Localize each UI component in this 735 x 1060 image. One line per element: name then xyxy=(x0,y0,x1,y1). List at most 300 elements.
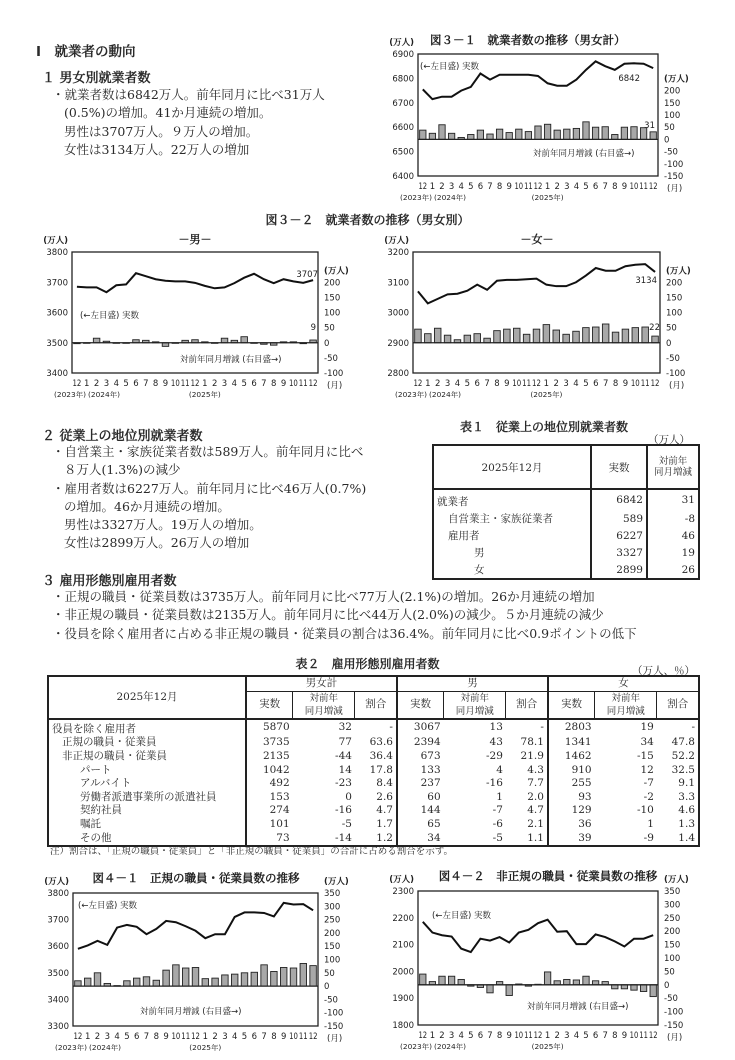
y-right-tick-label: 150 xyxy=(664,940,681,951)
x-tick-label: 4 xyxy=(231,1032,238,1042)
bar xyxy=(602,324,609,343)
year-label: (2024年) xyxy=(89,1044,120,1052)
bar xyxy=(93,338,99,343)
row-label: アルバイト xyxy=(48,777,246,791)
cell: -14 xyxy=(335,831,352,844)
row-label: 契約社員 xyxy=(48,804,246,818)
chart-title: 図４－２ 非正規の職員・従業員数の推移 xyxy=(438,869,658,883)
x-tick-label: 3 xyxy=(564,182,570,192)
header-period: 2025年12月 xyxy=(433,445,591,489)
x-tick-label: 4 xyxy=(573,182,580,192)
bar xyxy=(310,966,316,986)
cell: 1 xyxy=(496,790,503,803)
y-right-tick-label: 150 xyxy=(664,98,681,109)
x-tick-label: 5 xyxy=(241,379,247,389)
bar xyxy=(484,338,491,343)
x-tick-label: 7 xyxy=(261,379,267,389)
bar xyxy=(650,985,656,997)
cell: -16 xyxy=(335,804,352,817)
y-right-tick-label: 100 xyxy=(666,308,683,319)
right-unit-label: (万人) xyxy=(664,74,689,85)
bar xyxy=(261,965,267,986)
row-label: 労働者派遣事業所の派遣社員 xyxy=(48,791,246,805)
bar xyxy=(494,331,501,343)
bar xyxy=(554,130,560,139)
bar xyxy=(439,976,445,985)
text-line: ・役員を除く雇用者に占める非正規の職員・従業員の割合は36.4%。前年同月に比べ0.9ポイントの低下 xyxy=(52,625,637,641)
left-unit-label: (万人) xyxy=(44,877,69,887)
bar xyxy=(523,334,530,342)
x-tick-label: 6 xyxy=(251,379,257,389)
x-tick-label: 1 xyxy=(543,379,550,389)
year-label: (2025年) xyxy=(531,194,562,202)
y-right-tick-label: -50 xyxy=(664,994,678,1005)
x-tick-label: 10 xyxy=(629,182,639,192)
y-right-tick-label: 150 xyxy=(666,293,683,304)
x-tick-label: 9 xyxy=(621,1031,628,1041)
y-left-tick-label: 3800 xyxy=(46,248,68,258)
table-row: 雇用者 6227 46 xyxy=(433,527,699,544)
x-tick-label: 12 xyxy=(648,182,658,192)
bar xyxy=(75,981,81,986)
bar xyxy=(448,976,454,985)
bar xyxy=(434,328,441,343)
bar xyxy=(202,979,208,986)
y-left-tick-label: 2300 xyxy=(392,887,414,897)
bar xyxy=(271,971,277,986)
bar xyxy=(221,338,227,343)
y-left-tick-label: 6900 xyxy=(392,50,414,60)
table-row: 自営業主・家族従業者 589 -8 xyxy=(433,510,699,527)
x-tick-label: 3 xyxy=(221,379,228,389)
y-right-tick-label: 200 xyxy=(664,86,681,97)
x-tick-label: 11 xyxy=(639,182,648,192)
header-share: 割合 xyxy=(355,691,397,719)
y-right-tick-label: 100 xyxy=(324,955,341,966)
left-unit-label: (万人) xyxy=(389,38,414,48)
y-left-tick-label: 3000 xyxy=(387,308,409,319)
x-tick-label: 11 xyxy=(298,379,308,389)
right-unit-label: (万人) xyxy=(664,875,689,885)
x-tick-label: 4 xyxy=(573,1031,580,1041)
x-tick-label: 2 xyxy=(439,182,445,192)
cell: 78.1 xyxy=(506,736,548,750)
cell: 673 xyxy=(420,750,441,763)
bar xyxy=(544,124,550,139)
x-tick-label: 1 xyxy=(544,182,551,192)
y-right-tick-label: 250 xyxy=(664,913,681,924)
x-tick-label: 4 xyxy=(573,379,579,389)
cell: 1.4 xyxy=(678,831,695,844)
bar xyxy=(231,974,237,986)
bar xyxy=(133,978,139,986)
y-left-tick-label: 3500 xyxy=(46,338,68,349)
bar xyxy=(583,122,589,140)
cell: - xyxy=(355,719,397,737)
x-tick-label: 4 xyxy=(231,379,238,389)
header-actual: 実数 xyxy=(591,445,647,489)
x-tick-label: 10 xyxy=(512,379,522,389)
cell: 129 xyxy=(571,804,592,817)
cell: 73 xyxy=(276,831,290,844)
y-right-tick-label: 0 xyxy=(664,135,670,146)
year-label: (2023年) xyxy=(400,1043,431,1051)
year-label: (2023年) xyxy=(400,194,431,202)
x-tick-label: 12 xyxy=(72,379,82,389)
cell: 12 xyxy=(640,763,654,776)
bar xyxy=(533,329,540,343)
bar xyxy=(583,328,590,343)
y-left-tick-label: 3400 xyxy=(47,995,69,1006)
bar xyxy=(543,325,550,343)
y-left-tick-label: 6500 xyxy=(392,147,414,158)
cell: 237 xyxy=(420,777,441,790)
y-left-tick-label: 6800 xyxy=(392,74,414,85)
y-right-tick-label: -150 xyxy=(664,1021,684,1031)
bar xyxy=(650,132,656,140)
cell: 4.3 xyxy=(506,763,548,777)
right-unit-label: (万人) xyxy=(324,266,349,277)
x-tick-label: 7 xyxy=(487,182,493,192)
bar xyxy=(642,327,649,343)
bar xyxy=(487,985,493,993)
x-tick-label: 1 xyxy=(202,379,208,389)
bar xyxy=(420,974,426,985)
y-right-tick-label: -100 xyxy=(664,1007,684,1018)
x-tick-label: 8 xyxy=(612,1031,618,1041)
x-tick-label: 5 xyxy=(583,1031,589,1041)
y-right-tick-label: 50 xyxy=(324,323,335,334)
y-right-tick-label: 0 xyxy=(324,982,330,993)
year-label: (2025年) xyxy=(531,1043,562,1051)
cell: 492 xyxy=(269,777,290,790)
x-tick-label: 10 xyxy=(289,1032,298,1042)
table-row: 男 3327 19 xyxy=(433,544,699,561)
cell: 1.2 xyxy=(355,831,397,846)
line-series xyxy=(77,273,313,292)
bar xyxy=(621,127,627,139)
x-tick-label: 7 xyxy=(602,1031,608,1041)
bar xyxy=(448,133,454,139)
text-line: ・自営業主・家族従業者数は589万人。前年同月に比べ xyxy=(52,444,364,459)
y-left-tick-label: 2100 xyxy=(392,940,414,951)
cell: 13 xyxy=(489,721,503,734)
y-right-tick-label: 200 xyxy=(324,278,341,289)
y-right-tick-label: 0 xyxy=(666,338,672,349)
line-annotation: (←左目盛) 実数 xyxy=(80,311,139,321)
x-tick-label: 3 xyxy=(444,379,451,389)
x-tick-label: 5 xyxy=(464,379,471,389)
x-tick-label: 12 xyxy=(648,1031,658,1041)
y-left-tick-label: 6400 xyxy=(392,172,414,182)
x-tick-label: 2 xyxy=(439,1031,445,1041)
x-tick-label: 12 xyxy=(533,182,543,192)
header-actual: 実数 xyxy=(246,691,293,719)
y-left-tick-label: 3600 xyxy=(47,942,69,953)
x-tick-label: 12 xyxy=(418,1031,428,1041)
y-right-tick-label: -100 xyxy=(666,369,686,379)
year-label: (2025年) xyxy=(189,1044,220,1052)
chart-5 xyxy=(389,869,689,1051)
bar xyxy=(593,327,600,343)
x-tick-label: 3 xyxy=(448,1031,455,1041)
x-tick-label: 1 xyxy=(429,182,436,192)
x-unit-label: (月) xyxy=(327,1034,343,1044)
line-series xyxy=(423,920,653,952)
bar xyxy=(300,963,306,986)
cell: 34 xyxy=(427,831,441,844)
cell: -5 xyxy=(341,818,352,831)
cell: 65 xyxy=(427,818,441,831)
bar xyxy=(564,979,570,984)
year-label: (2024年) xyxy=(429,391,460,399)
text-line: の増加。46か月連続の増加。 xyxy=(64,498,230,514)
line-annotation: (←左目盛) 実数 xyxy=(420,62,479,72)
x-tick-label: 7 xyxy=(487,1031,493,1041)
table-2-title: 表２ 雇用形態別雇用者数 xyxy=(295,657,440,671)
text-line: ・正規の職員・従業員数は3735万人。前年同月に比べ77万人(2.1%)の増加。26か月連続の増加 xyxy=(52,589,595,604)
header-share: 割合 xyxy=(667,698,689,711)
x-tick-label: 11 xyxy=(181,1032,191,1042)
x-tick-label: 5 xyxy=(241,1032,248,1042)
cell: 17.8 xyxy=(355,763,397,777)
y-left-tick-label: 3200 xyxy=(387,248,409,258)
bar xyxy=(592,127,598,139)
cell: -29 xyxy=(485,750,503,763)
cell: 101 xyxy=(269,818,290,831)
cell: -7 xyxy=(643,777,654,790)
y-left-tick-label: 3400 xyxy=(46,369,68,379)
x-tick-label: 2 xyxy=(554,1031,560,1041)
table-2-note: 注）割合は、「正規の職員・従業員」と「非正規の職員・従業員」の合計に占める割合を示す。 xyxy=(50,846,453,857)
cell: 7.7 xyxy=(506,777,548,791)
x-tick-label: 6 xyxy=(477,1031,484,1041)
row-label: 嘱託 xyxy=(48,818,246,832)
cell: 1042 xyxy=(262,763,290,776)
cell: -6 xyxy=(492,818,503,831)
x-tick-label: 12 xyxy=(418,182,428,192)
chart-2 xyxy=(43,232,349,399)
x-tick-label: 9 xyxy=(622,379,629,389)
x-tick-label: 6 xyxy=(592,1031,599,1041)
chart-4 xyxy=(44,871,349,1052)
cell: 4.7 xyxy=(506,804,548,818)
y-left-tick-label: 3300 xyxy=(47,1022,69,1032)
x-tick-label: 9 xyxy=(163,1032,169,1042)
row-label: パート xyxy=(48,763,246,777)
cell: 153 xyxy=(269,790,290,803)
y-left-tick-label: 6600 xyxy=(392,123,414,134)
bar-annotation: 対前年同月増減 (右目盛→) xyxy=(140,1007,242,1017)
line-end-label: 3707 xyxy=(296,270,318,280)
year-label: (2024年) xyxy=(88,391,119,399)
table-row: 就業者 6842 31 xyxy=(433,489,699,510)
x-tick-label: 3 xyxy=(104,1032,111,1042)
cell: -23 xyxy=(335,777,352,790)
line-annotation: (←左目盛) 実数 xyxy=(78,901,137,911)
x-tick-label: 7 xyxy=(143,379,149,389)
x-tick-label: 9 xyxy=(280,379,287,389)
header-group-male: 男 xyxy=(397,676,548,691)
x-tick-label: 9 xyxy=(162,379,169,389)
x-tick-label: 1 xyxy=(84,1032,91,1042)
x-tick-label: 8 xyxy=(496,1031,503,1041)
x-tick-label: 10 xyxy=(514,182,524,192)
x-tick-label: 12 xyxy=(413,379,423,389)
y-left-tick-label: 2200 xyxy=(392,913,414,924)
chart-title: 図４－１ 正規の職員・従業員数の推移 xyxy=(92,871,300,885)
cell: 93 xyxy=(578,790,592,803)
bar xyxy=(212,978,218,986)
bar xyxy=(124,981,130,986)
cell: - xyxy=(691,721,695,734)
y-right-tick-label: -100 xyxy=(664,159,684,170)
x-tick-label: 11 xyxy=(640,379,650,389)
text-line: ・非正規の職員・従業員数は2135万人。前年同月に比べ44万人(2.0%)の減少。５か月連続の減少 xyxy=(52,607,604,623)
bar xyxy=(564,129,570,139)
bar xyxy=(506,133,512,140)
x-tick-label: 5 xyxy=(123,379,129,389)
line-annotation: (←左目盛) 実数 xyxy=(432,911,491,921)
bar xyxy=(251,972,257,986)
x-tick-label: 7 xyxy=(261,1032,267,1042)
y-right-tick-label: 50 xyxy=(324,968,335,979)
y-left-tick-label: 3100 xyxy=(387,278,409,289)
x-tick-label: 6 xyxy=(592,182,599,192)
x-tick-label: 2 xyxy=(553,379,559,389)
y-left-tick-label: 3600 xyxy=(46,308,68,319)
header-share: 割合 xyxy=(506,691,548,719)
cell: 21.9 xyxy=(506,750,548,764)
x-tick-label: 11 xyxy=(180,379,190,389)
y-right-tick-label: 0 xyxy=(324,338,330,349)
cell: 47.8 xyxy=(671,736,695,749)
x-unit-label: (月) xyxy=(669,381,685,391)
x-tick-label: 6 xyxy=(474,379,480,389)
bar xyxy=(652,336,659,343)
section-3-title: ３ 雇用形態別雇用者数 xyxy=(42,574,177,589)
x-tick-label: 8 xyxy=(612,379,619,389)
bar xyxy=(429,133,435,139)
year-label: (2025年) xyxy=(188,391,220,399)
x-tick-label: 6 xyxy=(133,1032,140,1042)
x-tick-label: 12 xyxy=(532,379,541,389)
line-end-label: 3134 xyxy=(635,276,657,286)
left-unit-label: (万人) xyxy=(43,236,68,246)
x-tick-label: 6 xyxy=(251,1032,258,1042)
bar xyxy=(468,135,474,140)
x-tick-label: 8 xyxy=(153,1032,160,1042)
cell: 39 xyxy=(578,831,592,844)
y-right-tick-label: 350 xyxy=(324,889,341,899)
x-tick-label: 3 xyxy=(564,1031,570,1041)
cell: 9.1 xyxy=(678,777,695,790)
cell: 910 xyxy=(571,763,592,776)
y-right-tick-label: -150 xyxy=(664,172,684,182)
bar xyxy=(241,973,247,986)
x-tick-label: 2 xyxy=(434,379,441,389)
x-tick-label: 7 xyxy=(602,379,609,389)
bar xyxy=(535,126,541,139)
y-right-tick-label: 300 xyxy=(324,902,341,913)
text-line: ８万人(1.3%)の減少 xyxy=(64,462,181,478)
y-left-tick-label: 3500 xyxy=(47,968,69,979)
x-tick-label: 2 xyxy=(94,1032,101,1042)
bar xyxy=(525,132,531,140)
bar xyxy=(420,130,426,139)
bar xyxy=(612,135,618,140)
cell: 36 xyxy=(578,818,592,831)
x-tick-label: 9 xyxy=(621,182,628,192)
cell: 1462 xyxy=(564,750,592,763)
y-right-tick-label: 200 xyxy=(324,928,341,939)
line-series xyxy=(418,264,655,303)
x-tick-label: 4 xyxy=(458,182,464,192)
x-tick-label: 10 xyxy=(170,379,180,389)
y-left-tick-label: 1800 xyxy=(392,1021,414,1031)
text-line: 女性は2899万人。26万人の増加 xyxy=(64,535,250,551)
cell: 255 xyxy=(571,777,592,790)
chart-title: 図３－１ 就業者数の推移（男女計） xyxy=(430,33,626,47)
bar xyxy=(192,967,198,986)
x-tick-label: 6 xyxy=(477,182,484,192)
x-tick-label: 5 xyxy=(124,1032,130,1042)
bar xyxy=(444,335,451,343)
x-tick-label: 11 xyxy=(298,1032,308,1042)
x-tick-label: 7 xyxy=(143,1032,150,1042)
cell: 5870 xyxy=(262,721,290,734)
x-tick-label: 9 xyxy=(504,379,510,389)
cell: 4.6 xyxy=(678,804,695,817)
y-right-tick-label: 50 xyxy=(666,323,677,334)
x-tick-label: 2 xyxy=(93,379,100,389)
cell: 14 xyxy=(338,763,352,776)
x-tick-label: 2 xyxy=(554,182,560,192)
header-change: 対前年 同月増減 xyxy=(444,691,506,719)
cell: 19 xyxy=(640,721,654,734)
bar xyxy=(506,985,512,996)
y-left-tick-label: 2900 xyxy=(387,338,409,349)
y-right-tick-label: -150 xyxy=(324,1022,344,1032)
bar xyxy=(573,331,580,342)
table-1-title: 表１ 従業上の地位別就業者数 xyxy=(460,420,629,434)
y-right-tick-label: 250 xyxy=(324,915,341,926)
y-right-tick-label: 200 xyxy=(666,278,683,289)
x-tick-label: 6 xyxy=(593,379,599,389)
x-tick-label: 7 xyxy=(602,182,608,192)
x-tick-label: 8 xyxy=(496,182,503,192)
section-title: Ⅰ 就業者の動向 xyxy=(36,44,136,60)
y-right-tick-label: 150 xyxy=(324,293,341,304)
bar xyxy=(602,127,608,140)
x-tick-label: 12 xyxy=(308,1032,318,1042)
section-2-title: ２ 従業上の地位別就業者数 xyxy=(42,429,203,444)
bar xyxy=(487,134,493,139)
right-unit-label: (万人) xyxy=(666,266,691,277)
bar xyxy=(464,335,471,343)
x-tick-label: 10 xyxy=(629,1031,639,1041)
cell: -15 xyxy=(636,750,654,763)
table-2-unit: （万人、％） xyxy=(632,665,695,677)
row-label: 役員を除く雇用者 xyxy=(48,719,246,737)
x-tick-label: 10 xyxy=(630,379,640,389)
x-tick-label: 10 xyxy=(288,379,298,389)
cell: 2.6 xyxy=(355,791,397,805)
year-label: (2023年) xyxy=(55,1044,86,1052)
x-tick-label: 3 xyxy=(448,182,455,192)
header-actual: 実数 xyxy=(397,691,444,719)
bar xyxy=(84,978,90,986)
